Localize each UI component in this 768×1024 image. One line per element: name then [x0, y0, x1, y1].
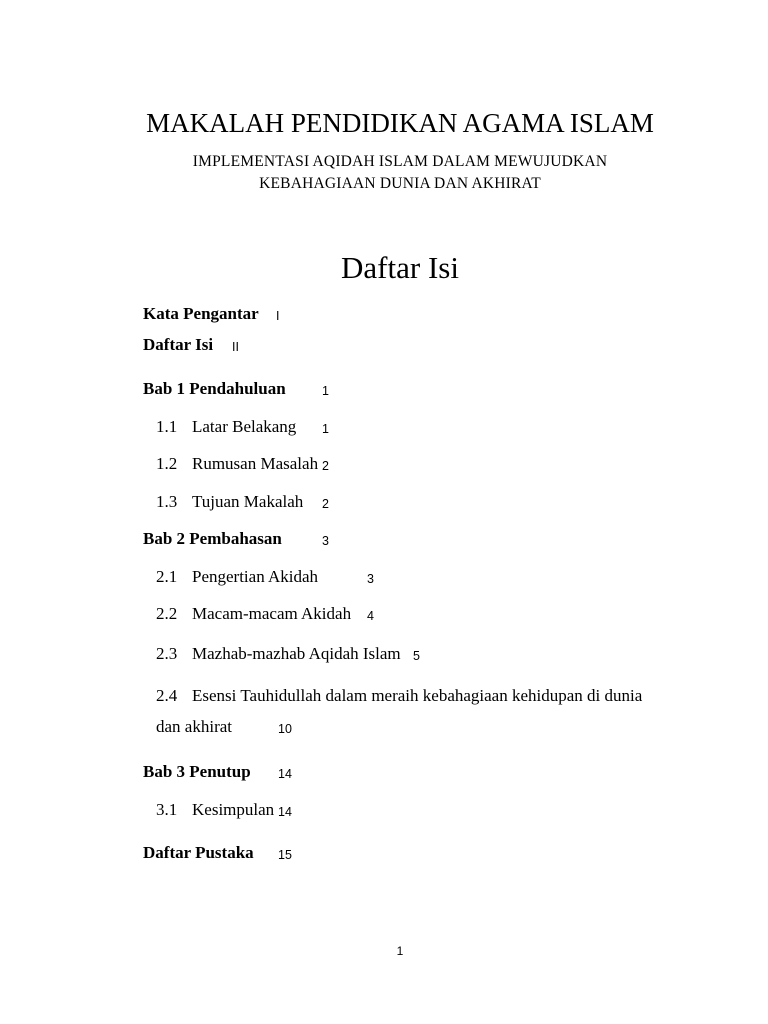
toc-item-num: 1.2: [156, 454, 178, 473]
document-title: MAKALAH PENDIDIKAN AGAMA ISLAM: [146, 108, 654, 138]
toc-bab2-page: 3: [322, 534, 329, 548]
toc-daftar-pustaka-page: 15: [278, 848, 292, 862]
toc-daftar-pustaka-label: Daftar Pustaka: [143, 843, 254, 862]
toc-item-1-3: [156, 492, 303, 512]
toc-heading: Daftar Isi: [341, 250, 459, 285]
page-number: 1: [396, 944, 404, 958]
toc-bab2-label: Bab 2 Pembahasan: [143, 529, 282, 548]
toc-item-num: 2.1: [156, 567, 178, 586]
toc-item-label: Macam-macam Akidah: [192, 604, 352, 623]
toc-kata-pengantar-page: I: [276, 309, 280, 323]
toc-bab1-page: 1: [322, 384, 329, 398]
toc-bab3-label: Bab 3 Penutup: [143, 762, 251, 781]
toc-item-1-2: [156, 454, 318, 474]
toc-item-2-3: [156, 644, 401, 664]
toc-bab3-page: 14: [278, 767, 292, 781]
toc-item-num: 1.3: [156, 492, 178, 511]
toc-item-2-1: [156, 567, 318, 587]
toc-item-num: 1.1: [156, 417, 178, 436]
toc-item-label: Tujuan Makalah: [192, 492, 304, 511]
document-subtitle-line1: IMPLEMENTASI AQIDAH ISLAM DALAM MEWUJUDKAN: [192, 153, 608, 170]
toc-daftar-isi-label: Daftar Isi: [143, 335, 214, 354]
toc-item-2-2: [156, 604, 351, 624]
toc-item-2-4: [156, 686, 642, 706]
toc-item-2-3-page: 5: [413, 649, 420, 663]
toc-item-label: Pengertian Akidah: [192, 567, 319, 586]
toc-item-num: 2.2: [156, 604, 178, 623]
toc-item-label-line1: Esensi Tauhidullah dalam meraih kebahagiaan kehidupan di dunia: [192, 686, 643, 705]
toc-item-2-4-page: 10: [278, 722, 292, 736]
toc-item-2-1-page: 3: [367, 572, 374, 586]
toc-item-label: Latar Belakang: [192, 417, 297, 436]
toc-bab1-label: Bab 1 Pendahuluan: [143, 379, 286, 398]
toc-item-3-1: [156, 800, 274, 820]
toc-item-2-4-line2: dan akhirat: [156, 717, 232, 736]
toc-item-1-2-page: 2: [322, 459, 329, 473]
toc-item-num: 3.1: [156, 800, 178, 819]
toc-item-1-1-page: 1: [322, 422, 329, 436]
document-subtitle-line2: KEBAHAGIAAN DUNIA DAN AKHIRAT: [259, 175, 541, 192]
toc-item-label: Rumusan Masalah: [192, 454, 319, 473]
toc-daftar-isi-page: II: [232, 340, 239, 354]
toc-item-2-2-page: 4: [367, 609, 374, 623]
toc-item-num: 2.4: [156, 686, 178, 705]
toc-item-3-1-page: 14: [278, 805, 292, 819]
toc-item-num: 2.3: [156, 644, 178, 663]
toc-item-1-1: [156, 417, 296, 437]
toc-item-1-3-page: 2: [322, 497, 329, 511]
toc-kata-pengantar-label: Kata Pengantar: [143, 304, 259, 323]
toc-item-label: Mazhab-mazhab Aqidah Islam: [192, 644, 401, 663]
toc-item-label: Kesimpulan: [192, 800, 275, 819]
